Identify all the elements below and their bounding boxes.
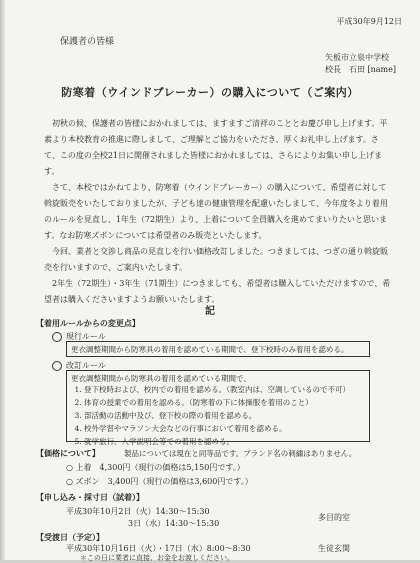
paragraph: 初秋の候、保護者の皆様におかれましては、ますますご清祥のこととお慶び申し上げます。平素より本校教育の推進に際しまして、ご理解とご協力をいただき、厚くお礼申し上げます。さて、この度の全校21日に開催されました皆様におかれましては、さらによりお集い申し上げます。 (44, 119, 388, 176)
body-text (44, 116, 392, 308)
circle-bullet-icon (52, 332, 62, 342)
current-rule-label: 現行ルール (52, 331, 106, 342)
school-name: 矢板市立泉中学校 (324, 53, 389, 62)
current-rule-box: 更衣調整期間から防寒具の着用を認めている期間で、登下校時のみ着用を認める。 (66, 341, 370, 357)
price-note: 製品については現在と同等品です。ブランド名の刺繍はありません。 (124, 449, 357, 458)
revised-rule-label: 改訂ルール (52, 360, 106, 371)
ki-heading: 記 (205, 306, 215, 317)
list-item: 1. 登下校時および、校内での着用を認める。（教室内は、空調しているので不可） (84, 383, 384, 396)
price-pants: ○ ズボン 3,400円（現行の価格は3,600円です。） (66, 477, 253, 486)
order-heading: 【申し込み・採寸日（試着）】 (36, 492, 144, 502)
list-item: 2. 体育の授業での着用を認める。（防寒着の下に体操服を着用のこと） (84, 396, 384, 409)
delivery-place: 生徒玄関 (318, 544, 350, 553)
price-jacket: ○ 上着 4,300円（現行の価格は5,150円です。） (66, 463, 245, 472)
paragraph: 2年生（72期生）・3年生（71期生）につきましても、希望者は購入していただけますので、希望者は購入くださいますようお願いいたします。 (44, 279, 391, 304)
list-item: 4. 校外学習やマラソン大会などの行事において着用を認める。 (84, 422, 384, 435)
document-title: 防寒着（ウインドブレーカー）の購入について（ご案内） (61, 86, 359, 99)
delivery-note: ＊この日に業者に直接、お金をお渡しください。 (80, 554, 234, 562)
revised-rule-box: 更衣調整期間から防寒具の着用を認めている期間で、 (66, 370, 370, 442)
delivery-date: 平成30年10月16日（火）・17日（水）8:00～8:30 (66, 544, 251, 553)
paragraph: さて、本校ではかねてより、防寒着（ウインドブレーカー）の購入について、希望者に対して斡旋販売をいたしておりましたが、子ども達の健康管理を配慮いたしまして、今年度冬より着用のルールを見直し、1年生（72期生）より、上着について全員購入を進めてまいりたいと思います。なお防寒ズボンについては希望者のみ販売といたします。 (44, 183, 388, 240)
revised-rules-list (70, 383, 384, 448)
recipient: 保護者の皆様 (60, 37, 115, 47)
order-place: 多目的室 (318, 513, 350, 522)
circle-bullet-icon (52, 361, 62, 371)
rules-heading: 【着用ルールからの変更点】 (36, 318, 140, 328)
sender-block (325, 52, 396, 76)
price-heading: 【価格について】 (36, 448, 100, 458)
date: 平成30年9月12日 (336, 17, 402, 26)
list-item: 5. 就学旅行、入学説明会等での着用を認める。 (84, 435, 384, 448)
paragraph: 今回、業者と交渉し商品の見直しを行い価格改訂しました。つきましては、つぎの通り斡旋販売を行いますので、ご案内いたします。 (44, 247, 388, 272)
order-date-1: 平成30年10月2日（火）14:30～15:30 (66, 507, 210, 516)
order-date-2: 3日（水）14:30～15:30 (128, 519, 220, 528)
principal-name: 校長 石田 [name] (324, 65, 396, 74)
list-item: 3. 部活動の活動中及び、登下校の際の着用を認める。 (84, 409, 384, 422)
delivery-heading: 【受渡日（予定）】 (36, 532, 104, 542)
